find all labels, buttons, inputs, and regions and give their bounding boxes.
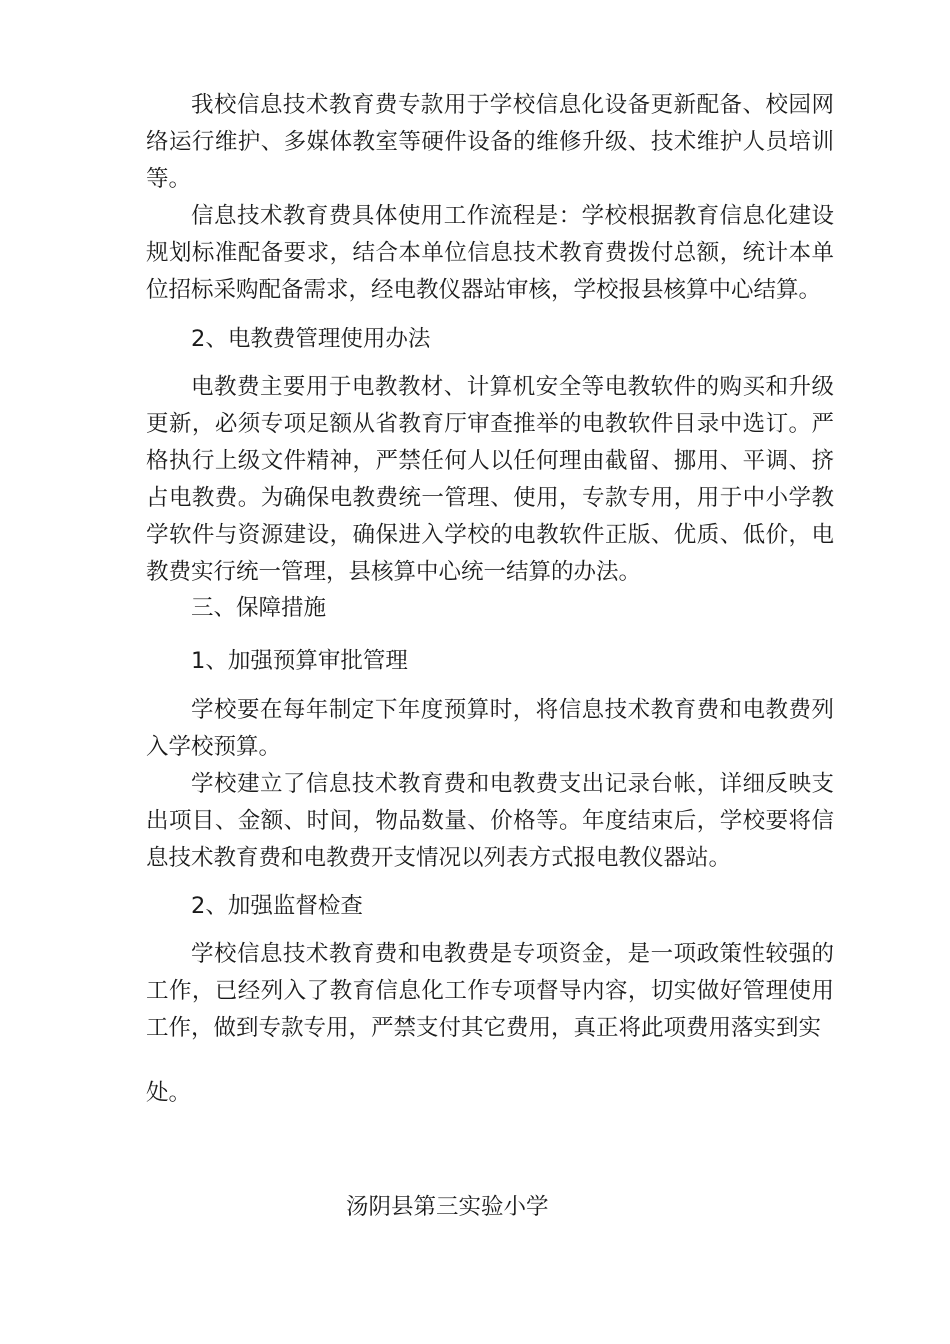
paragraph-ae-fund-usage: 电教费主要用于电教教材、计算机安全等电教软件的购买和升级更新，必须专项足额从省教育厅审查推举的电教软件目录中选订。严格执行上级文件精神，严禁任何人以任何理由截留、挪用、平调、挤占电教费。为确保电教费统一管理、使用，专款专用，用于中小学教学软件与资源建设，确保进入学校的电教软件正版、优质、低价，电教费实行统一管理，县核算中心统一结算的办法。 xyxy=(146,374,834,585)
paragraph-it-fund-workflow: 信息技术教育费具体使用工作流程是：学校根据教育信息化建设规划标准配备要求，结合本单位信息技术教育费拨付总额，统计本单位招标采购配备需求，经电教仪器站审核，学校报县核算中心结算。 xyxy=(146,203,834,303)
signature-school-name: 汤阴县第三实验小学 xyxy=(346,1194,549,1220)
subsection-heading-supervision: 2、加强监督检查 xyxy=(191,893,363,919)
paragraph-budget: 学校要在每年制定下年度预算时，将信息技术教育费和电教费列入学校预算。 xyxy=(146,697,834,760)
section-heading-ae-fund: 2、电教费管理使用办法 xyxy=(191,326,431,352)
subsection-heading-budget: 1、加强预算审批管理 xyxy=(191,648,408,674)
section-heading-measures: 三、保障措施 xyxy=(191,595,327,621)
paragraph-it-fund-usage: 我校信息技术教育费专款用于学校信息化设备更新配备、校园网络运行维护、多媒体教室等硬件设备的维修升级、技术维护人员培训等。 xyxy=(146,92,834,192)
paragraph-supervision-end: 处。 xyxy=(146,1080,192,1106)
paragraph-ledger: 学校建立了信息技术教育费和电教费支出记录台帐，详细反映支出项目、金额、时间，物品数量、价格等。年度结束后，学校要将信息技术教育费和电教费开支情况以列表方式报电教仪器站。 xyxy=(146,771,834,871)
paragraph-supervision: 学校信息技术教育费和电教费是专项资金，是一项政策性较强的工作，已经列入了教育信息化工作专项督导内容，切实做好管理使用工作，做到专款专用，严禁支付其它费用，真正将此项费用落实到实 xyxy=(146,941,834,1041)
